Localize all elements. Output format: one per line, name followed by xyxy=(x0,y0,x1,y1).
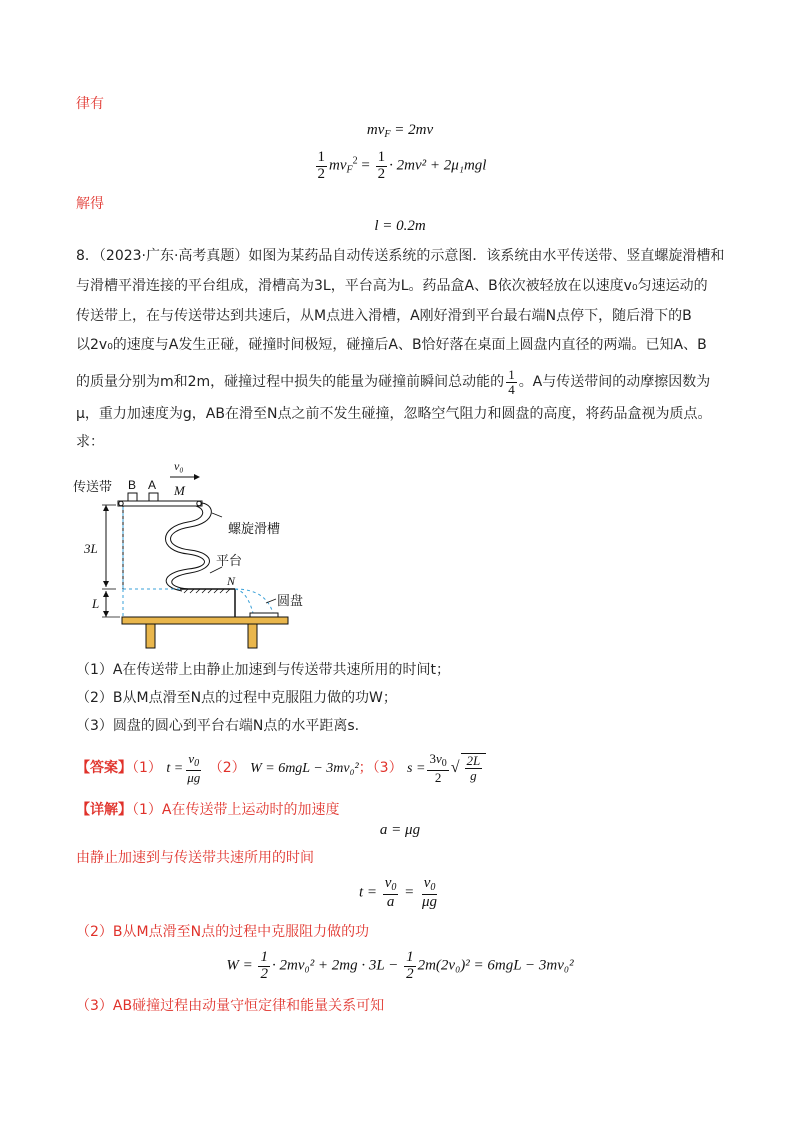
problem-line-1: 8．（2023·广东·高考真题）如图为某药品自动传送系统的示意图．该系统由水平传送带、竖直螺旋滑槽和 xyxy=(76,248,725,264)
detail-d1: （1）A在传送带上运动时的加速度 xyxy=(132,802,340,818)
platform-label: 平台 xyxy=(216,554,243,569)
detail-line-4: （3）AB碰撞过程由动量守恒定律和能量关系可知 xyxy=(76,998,385,1014)
answer-p2: （2） xyxy=(208,760,246,777)
box-a xyxy=(149,493,158,501)
detail-line-3: （2）B从M点滑至N点的过程中克服阻力做的功 xyxy=(76,924,370,940)
equation-result: l = 0.2m xyxy=(374,218,426,234)
answer-p3: ；（3） xyxy=(358,760,403,777)
detail-line-1 xyxy=(76,798,339,822)
eq-w-end: 2m(2v₀)² = 6mgL − 3mv₀² xyxy=(417,957,574,974)
problem-line-5a: 的质量分别为m和2m，碰撞过程中损失的能量为碰撞前瞬间总动能的 xyxy=(76,374,505,391)
disk-label: 圆盘 xyxy=(277,594,304,609)
v0-label: v₀ xyxy=(174,459,184,473)
equation-work: W = $\frac{1}{2}$ · 2mv₀² + 2mg · 3L − $\frac{1}{2}$ 2m(2v₀)² = 6mgL − 3mv₀² xyxy=(226,949,574,982)
eq1-right: = 2mv xyxy=(390,122,434,138)
eq1-sub: F xyxy=(384,129,391,140)
eq-w-tail: · 2mv₀² + 2mg · 3L − xyxy=(271,957,399,974)
eq2-text: mv xyxy=(329,157,347,174)
table-top xyxy=(122,617,288,624)
question-3: （3）圆盘的圆心到平台右端N点的水平距离s. xyxy=(76,718,360,734)
problem-line-7: 求： xyxy=(76,434,104,450)
problem-line-3: 传送带上，在与传送带达到共速后，从M点进入滑槽，A刚好滑到平台最右端N点停下，随后滑下的B xyxy=(76,308,692,324)
solve-label: 解得 xyxy=(76,196,104,212)
detail-line-2: 由静止加速到与传送带共速所用的时间 xyxy=(76,850,314,866)
answer-s-lead: s = xyxy=(407,761,426,777)
law-heading: 律有 xyxy=(76,96,104,112)
m-label: M xyxy=(174,483,185,498)
equation-momentum xyxy=(0,122,800,140)
box-a-label: A xyxy=(148,478,157,492)
detail-tag: 【详解】 xyxy=(76,802,132,818)
equation-time: t = $\frac{v_0}{a}$ = $\frac{v_0}{\mu g}$ xyxy=(358,875,438,910)
box-b-label: B xyxy=(128,478,137,492)
problem-line-5: 的质量分别为m和2m，碰撞过程中损失的能量为碰撞前瞬间总动能的 $\frac{1}{4}$ 。A与传送带间的动摩擦因数为 xyxy=(76,367,711,397)
height-l-label: L xyxy=(92,596,100,611)
belt-label: 传送带 xyxy=(73,480,113,495)
eq1-left: mv xyxy=(366,122,385,138)
equation-energy: $\frac{1}{2}$ $mv_F^2$ = $\frac{1}{2}$ · 2mv² + 2μ₁mgl xyxy=(317,149,487,182)
problem-line-4: 以2v₀的速度与A发生正碰，碰撞时间极短，碰撞后A、B恰好落在桌面上圆盘内直径的两端。已知A、B xyxy=(76,337,707,353)
box-b xyxy=(128,493,137,501)
answer-p1: （1） xyxy=(132,760,162,777)
equation-acceleration: a = μg xyxy=(379,822,421,838)
slide-label: 螺旋滑槽 xyxy=(228,522,281,537)
n-label: N xyxy=(227,574,236,588)
conveyor-diagram xyxy=(70,455,304,655)
problem-line-5b: 。A与传送带间的动摩擦因数为 xyxy=(518,374,711,391)
answer-w: W = 6mgL − 3mv₀² xyxy=(250,761,359,777)
problem-line-2: 与滑槽平滑连接的平台组成，滑槽高为3L，平台高为L。药品盒A、B依次被轻放在以速度v₀匀速运动的 xyxy=(76,278,708,294)
question-1: （1）A在传送带上由静止加速到与传送带共速所用的时间t； xyxy=(76,662,450,678)
height-3l-label: 3L xyxy=(84,541,98,556)
disk xyxy=(250,613,278,617)
problem-line-6: μ，重力加速度为g，AB在滑至N点之前不发生碰撞，忽略空气阻力和圆盘的高度，将药品盒视为质点。 xyxy=(76,406,712,422)
answer-line: 【答案】（1） t = $\frac{v_0}{\mu g}$ （2） W = 6mgL − 3mv₀²；（3） s = $\frac{3v_0}{2}$ √ $\frac{2L}{g}$ xyxy=(76,752,486,792)
question-2: （2）B从M点滑至N点的过程中克服阻力做的功W； xyxy=(76,690,397,706)
eq2-tail: · 2mv² + 2μ₁mgl xyxy=(389,157,487,174)
answer-tag: 【答案】 xyxy=(76,760,132,777)
